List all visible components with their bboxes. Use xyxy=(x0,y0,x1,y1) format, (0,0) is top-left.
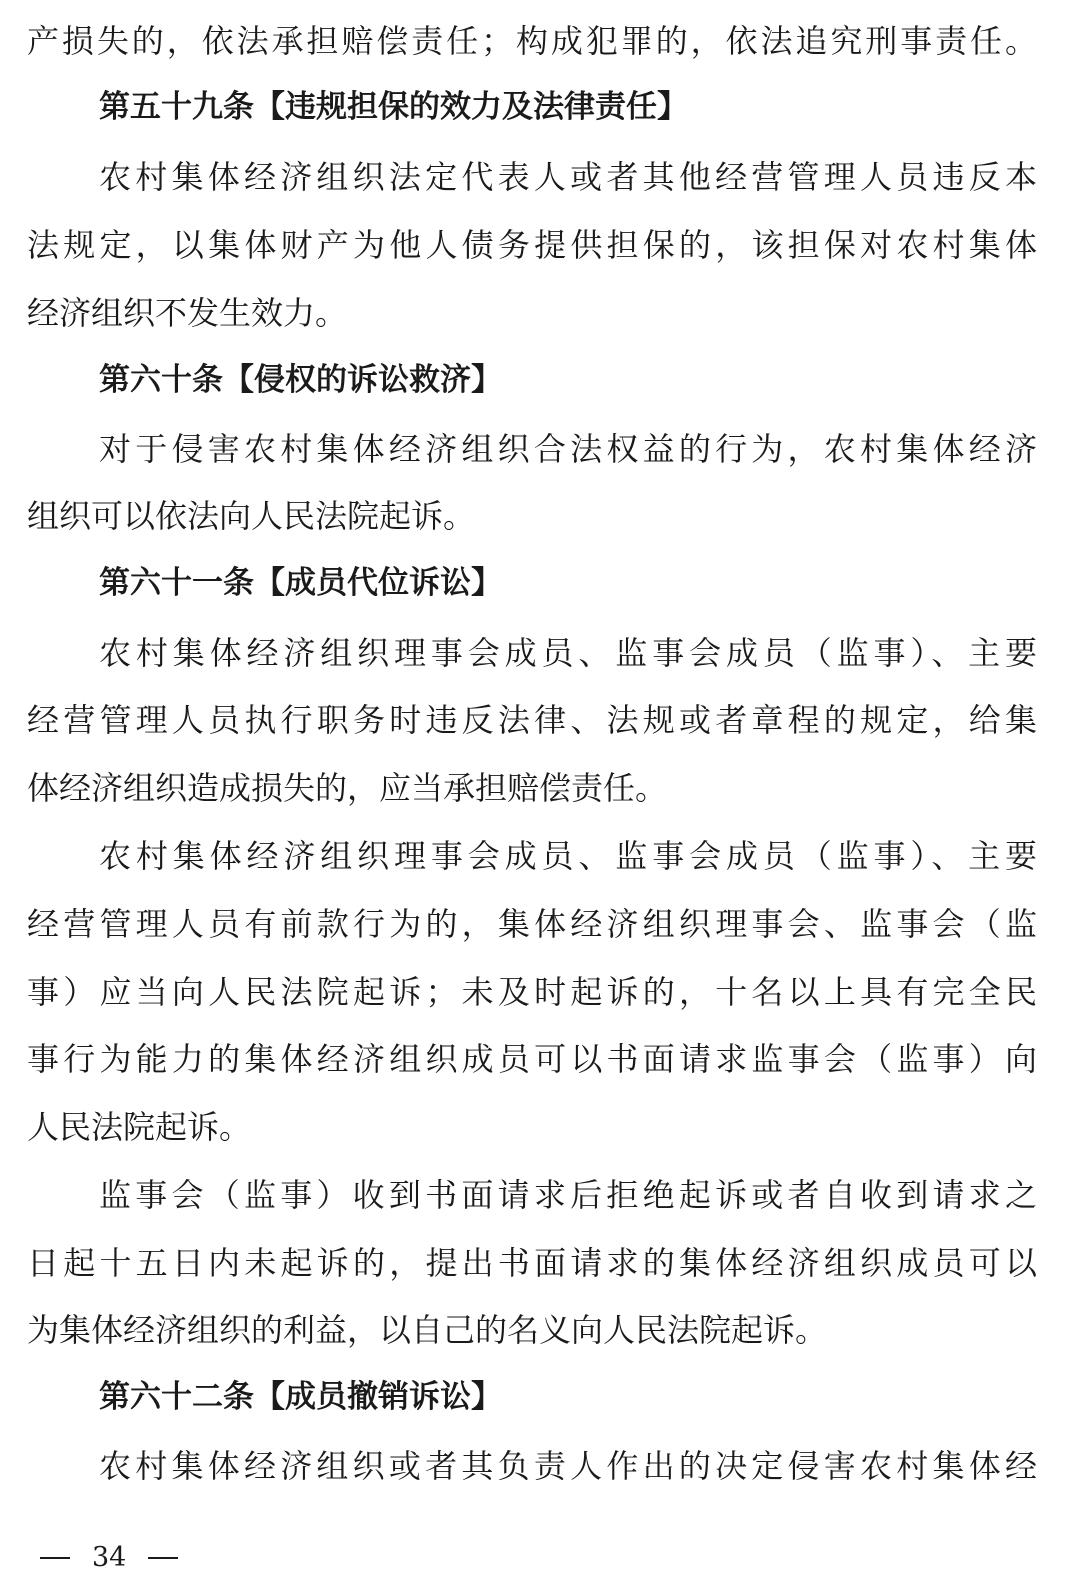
page-footer xyxy=(40,1538,178,1578)
body-text-line: 农村集体经济组织理事会成员、监事会成员（监事）、主要 xyxy=(99,837,1037,875)
body-text-line: 事行为能力的集体经济组织成员可以书面请求监事会（监事）向 xyxy=(27,1040,1037,1078)
body-text-line: 农村集体经济组织或者其负责人作出的决定侵害农村集体经 xyxy=(99,1447,1037,1485)
footer-dash-right xyxy=(148,1557,178,1559)
body-text-line: 产损失的，依法承担赔偿责任；构成犯罪的，依法追究刑事责任。 xyxy=(27,22,1037,60)
article-heading: 第六十条【侵权的诉讼救济】 xyxy=(99,362,502,398)
body-text-line: 组织可以依法向人民法院起诉。 xyxy=(27,497,476,535)
page-number: 34 xyxy=(92,1542,127,1573)
body-text-line: 事）应当向人民法院起诉；未及时起诉的，十名以上具有完全民 xyxy=(27,973,1037,1011)
footer-dash-left xyxy=(40,1557,70,1559)
body-text-line: 经营管理人员执行职务时违反法律、法规或者章程的规定，给集 xyxy=(27,701,1037,739)
body-text-line: 农村集体经济组织法定代表人或者其他经营管理人员违反本 xyxy=(99,158,1037,196)
body-text-line: 人民法院起诉。 xyxy=(27,1108,252,1146)
body-text-line: 法规定，以集体财产为他人债务提供担保的，该担保对农村集体 xyxy=(27,226,1037,264)
body-text-line: 体经济组织造成损失的，应当承担赔偿责任。 xyxy=(27,769,668,807)
body-text-line: 为集体经济组织的利益，以自己的名义向人民法院起诉。 xyxy=(27,1311,828,1349)
article-heading: 第六十二条【成员撤销诉讼】 xyxy=(99,1379,502,1415)
body-text-line: 经济组织不发生效力。 xyxy=(27,294,348,332)
body-text-line: 日起十五日内未起诉的，提出书面请求的集体经济组织成员可以 xyxy=(27,1244,1037,1282)
body-text-line: 经营管理人员有前款行为的，集体经济组织理事会、监事会（监 xyxy=(27,905,1037,943)
body-text-line: 对于侵害农村集体经济组织合法权益的行为，农村集体经济 xyxy=(99,430,1037,468)
body-text-line: 监事会（监事）收到书面请求后拒绝起诉或者自收到请求之 xyxy=(99,1176,1037,1214)
article-heading: 第五十九条【违规担保的效力及法律责任】 xyxy=(99,89,688,125)
article-heading: 第六十一条【成员代位诉讼】 xyxy=(99,565,502,601)
body-text-line: 农村集体经济组织理事会成员、监事会成员（监事）、主要 xyxy=(99,634,1037,672)
